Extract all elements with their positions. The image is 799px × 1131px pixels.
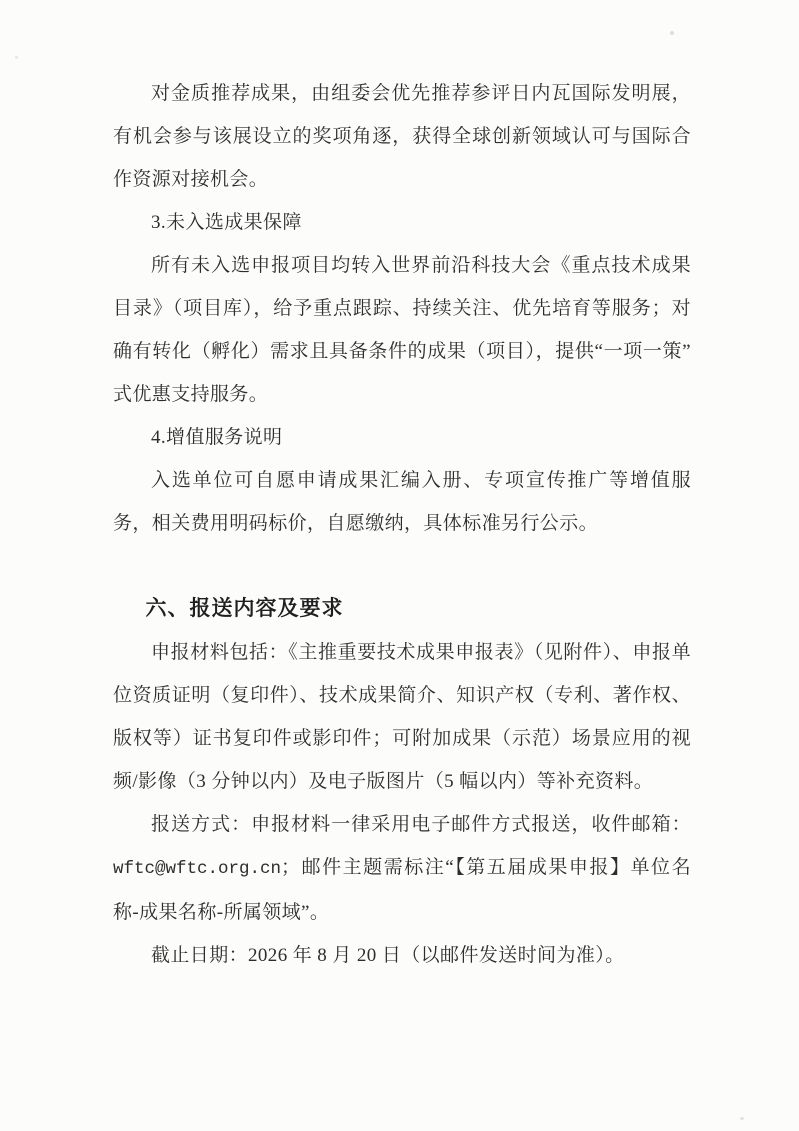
submission-email-address: wftc@wftc.org.cn [113,859,282,879]
paragraph-submission-method [113,803,691,934]
submission-subject-note: ；邮件主题需标注“【第五届成果申报】单位名称-成果名称-所属领域”。 [113,857,691,923]
subheading-item-4: 4.增值服务说明 [151,427,283,448]
paragraph-deadline: 截止日期：2026 年 8 月 20 日（以邮件发送时间为准）。 [151,945,625,966]
scan-speck [15,56,18,59]
scan-speck [670,31,674,35]
paragraph-item-4-body: 入选单位可自愿申请成果汇编入册、专项宣传推广等增值服务，相关费用明码标价，自愿缴纳，具体标准另行公示。 [113,470,691,534]
section-heading-6: 六、报送内容及要求 [145,596,344,620]
submission-method-text: 报送方式：申报材料一律采用电子邮件方式报送，收件邮箱： [151,814,691,835]
paragraph-item-3-body: 所有未入选申报项目均转入世界前沿科技大会《重点技术成果目录》（项目库），给予重点跟踪、持续关注、优先培育等服务；对确有转化（孵化）需求且具备条件的成果（项目），提供“一项一策”式优惠支持服务。 [113,255,691,405]
scan-speck [740,1117,744,1120]
subheading-item-3: 3.未入选成果保障 [151,212,302,233]
paragraph-materials: 申报材料包括：《主推重要技术成果申报表》（见附件）、申报单位资质证明（复印件）、技术成果简介、知识产权（专利、著作权、版权等）证书复印件或影印件；可附加成果（示范）场景应用的视频/影像（3 分钟以内）及电子版图片（5 幅以内）等补充资料。 [113,642,691,792]
paragraph-gold-recommendation: 对金质推荐成果，由组委会优先推荐参评日内瓦国际发明展，有机会参与该展设立的奖项角逐，获得全球创新领域认可与国际合作资源对接机会。 [113,83,691,190]
